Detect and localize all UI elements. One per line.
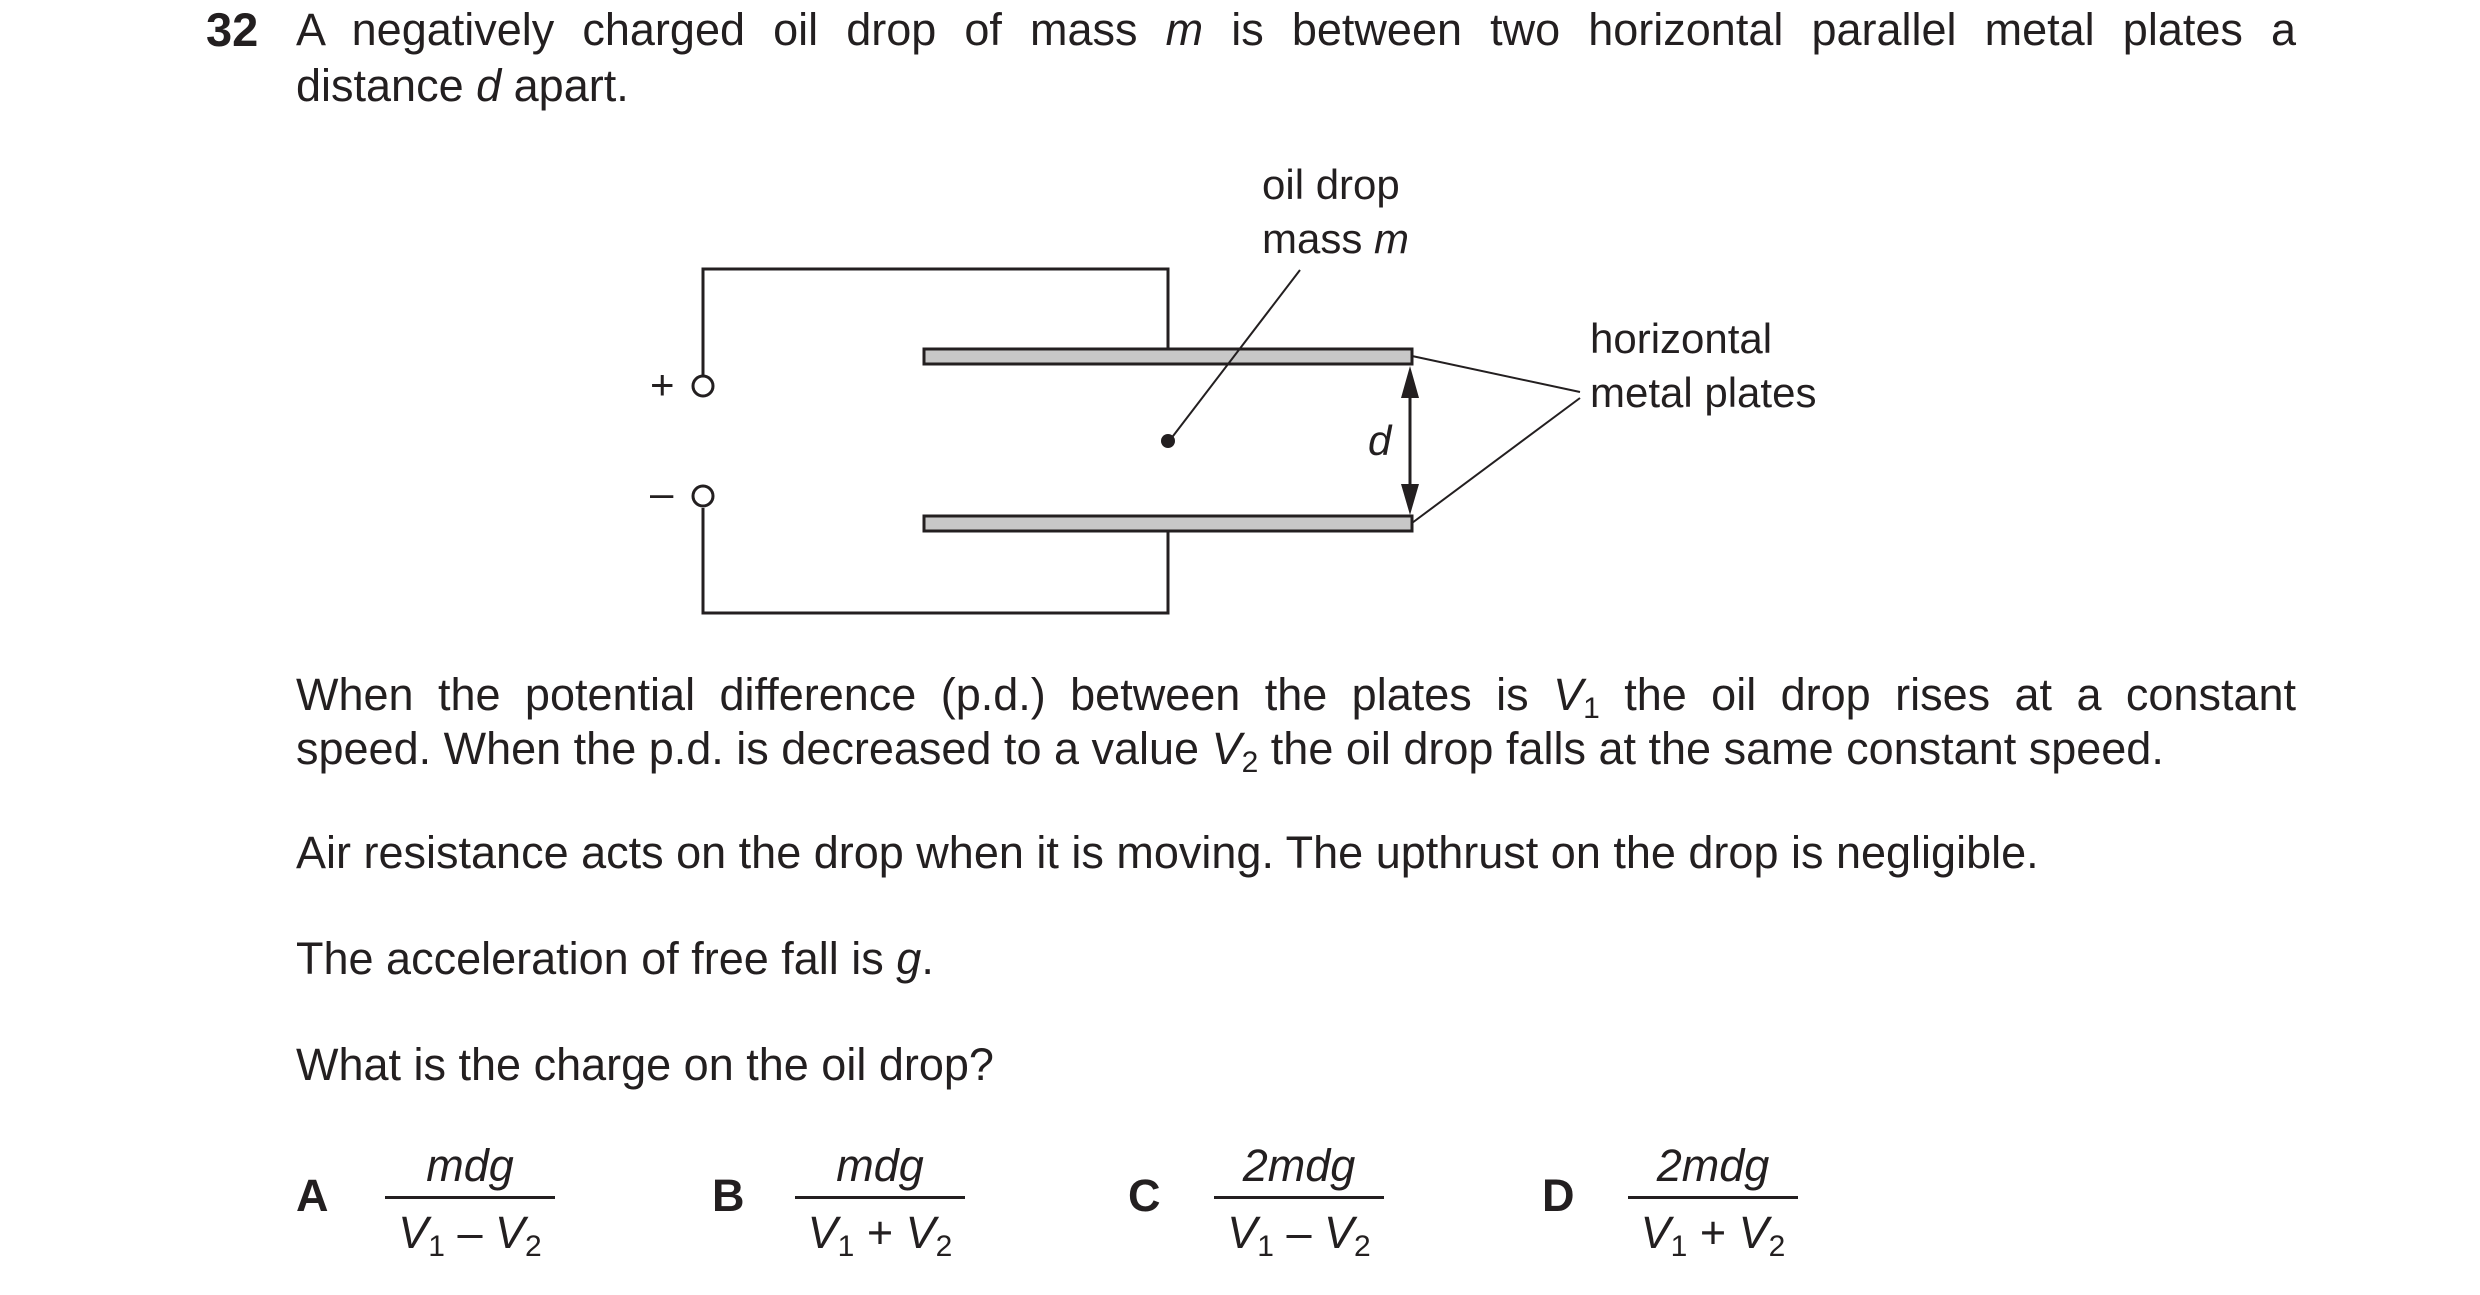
plate-leader-top — [1412, 356, 1580, 392]
option-a-fraction-bar — [385, 1196, 555, 1199]
paragraph-potential-difference — [296, 668, 2296, 779]
positive-terminal — [693, 376, 713, 396]
option-c-letter[interactable]: C — [1128, 1170, 1161, 1221]
top-plate — [924, 349, 1412, 364]
distance-label: d — [1368, 417, 1392, 464]
option-b-fraction-bar — [795, 1196, 965, 1199]
oil-drop — [1161, 434, 1175, 448]
circuit-svg — [0, 0, 2480, 640]
option-d-denominator: $V_1 + V_2$ — [1640, 1207, 1786, 1263]
stem-line-2: distance d apart. — [296, 60, 629, 111]
oil-drop-diagram — [0, 0, 2480, 640]
option-d-expression[interactable] — [1628, 1138, 1798, 1261]
paragraph-1-line-1: When the potential difference (p.d.) between the plates is $V_1$ the oil drop rises at a constant — [296, 669, 2296, 725]
mass-word: mass — [1262, 215, 1363, 262]
option-d-letter[interactable]: D — [1542, 1170, 1575, 1221]
oil-drop-label-line2 — [1262, 212, 1409, 266]
negative-terminal — [693, 486, 713, 506]
plates-label — [1590, 312, 1816, 420]
bottom-plate — [924, 516, 1412, 531]
plate-leader-bottom — [1412, 398, 1580, 523]
question-number: 32 — [206, 3, 259, 56]
option-a-letter[interactable]: A — [296, 1170, 329, 1221]
question-prompt: What is the charge on the oil drop? — [296, 1039, 994, 1090]
stem-line-1: A negatively charged oil drop of mass m is between two horizontal parallel metal plates a — [296, 4, 2297, 55]
option-b-expression[interactable] — [795, 1138, 965, 1261]
option-d-numerator: 2mdg — [1656, 1140, 1770, 1191]
plates-label-line1: horizontal — [1590, 315, 1773, 362]
paragraph-1-line-2: speed. When the p.d. is decreased to a value $V_2$ the oil drop falls at the same constant speed. — [296, 723, 2164, 779]
option-a-numerator: mdg — [426, 1140, 514, 1191]
distance-arrow-head-up — [1401, 366, 1419, 398]
option-c-expression[interactable] — [1214, 1138, 1384, 1261]
mass-symbol: m — [1374, 215, 1410, 262]
option-a-expression[interactable] — [385, 1138, 555, 1261]
plates-label-line2: metal plates — [1590, 369, 1817, 416]
option-d-fraction-bar — [1628, 1196, 1798, 1199]
paragraph-air-resistance: Air resistance acts on the drop when it is moving. The upthrust on the drop is negligible. — [296, 827, 2039, 878]
negative-sign: – — [650, 469, 674, 516]
option-c-numerator: 2mdg — [1242, 1140, 1356, 1191]
option-c-fraction-bar — [1214, 1196, 1384, 1199]
positive-sign: + — [650, 361, 675, 408]
distance-arrow-head-down — [1401, 484, 1419, 515]
option-b-letter[interactable]: B — [712, 1170, 745, 1221]
oil-drop-label-line1: oil drop — [1262, 161, 1400, 208]
oil-drop-label — [1262, 158, 1409, 266]
option-a-denominator: $V_1 - V_2$ — [398, 1207, 542, 1263]
paragraph-free-fall: The acceleration of free fall is g. — [296, 933, 934, 984]
option-c-denominator: $V_1 - V_2$ — [1227, 1207, 1371, 1263]
option-b-denominator: $V_1 + V_2$ — [807, 1207, 953, 1263]
option-b-numerator: mdg — [836, 1140, 924, 1191]
